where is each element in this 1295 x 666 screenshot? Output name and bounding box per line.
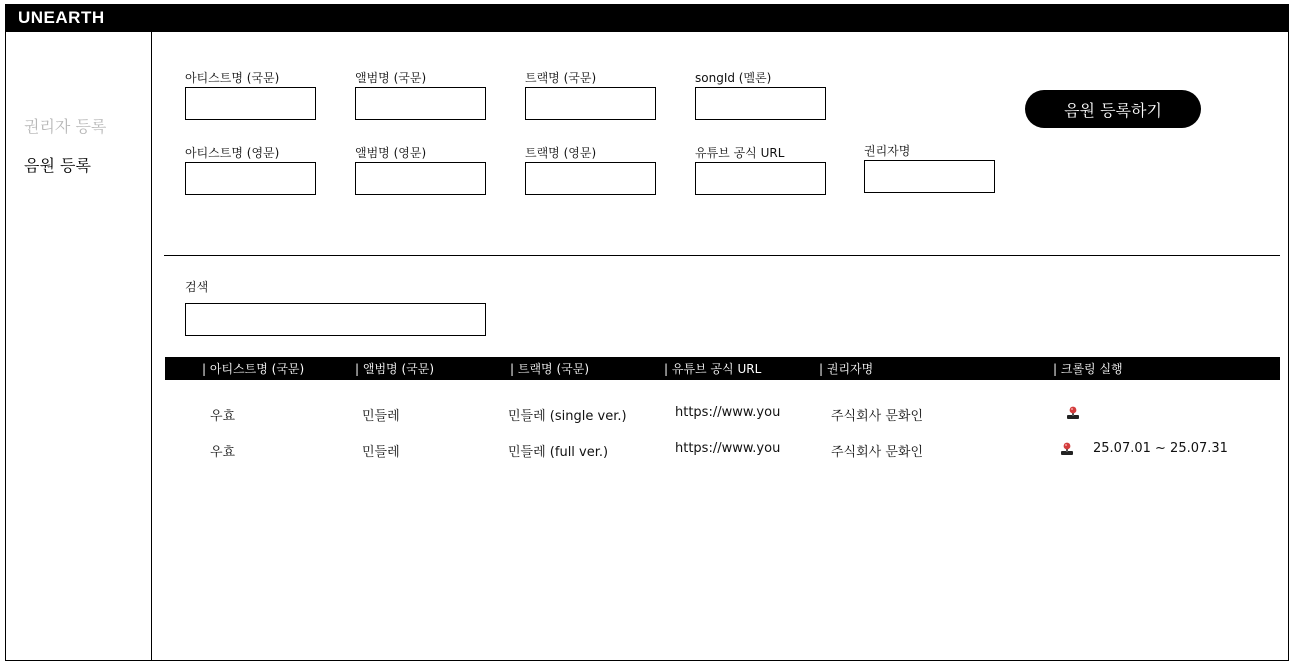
cell-youtube[interactable]: https://www.you bbox=[675, 441, 781, 456]
top-bar bbox=[6, 5, 1288, 32]
cell-track: 민들레 (full ver.) bbox=[508, 445, 609, 460]
track-en-input[interactable] bbox=[525, 162, 656, 195]
sidebar-item-rights-holder[interactable]: 권리자 등록 bbox=[24, 117, 107, 136]
songid-melon-input[interactable] bbox=[695, 87, 826, 120]
youtube-url-field bbox=[695, 144, 826, 195]
column-header-track: | 트랙명 (국문) bbox=[510, 362, 589, 376]
cell-artist: 우효 bbox=[210, 445, 236, 460]
field-label: songId (멜론) bbox=[695, 71, 772, 85]
sidebar-item-music-register[interactable]: 음원 등록 bbox=[24, 156, 91, 175]
artist-kr-field bbox=[185, 69, 316, 120]
cell-youtube[interactable]: https://www.you bbox=[675, 405, 781, 420]
joystick-icon[interactable] bbox=[1065, 405, 1081, 421]
search-field bbox=[185, 278, 486, 336]
field-label: 유튜브 공식 URL bbox=[695, 146, 785, 160]
songid-melon-field bbox=[695, 69, 826, 120]
track-kr-field bbox=[525, 69, 656, 120]
album-en-input[interactable] bbox=[355, 162, 486, 195]
column-header-youtube: | 유튜브 공식 URL bbox=[664, 362, 762, 376]
cell-crawl-period: 25.07.01 ~ 25.07.31 bbox=[1093, 441, 1228, 456]
joystick-icon[interactable] bbox=[1059, 441, 1075, 457]
field-label: 아티스트명 (국문) bbox=[185, 71, 280, 85]
artist-kr-input[interactable] bbox=[185, 87, 316, 120]
section-divider bbox=[164, 255, 1280, 256]
youtube-url-input[interactable] bbox=[695, 162, 826, 195]
cell-rights: 주식회사 문화인 bbox=[831, 409, 924, 424]
sidebar bbox=[6, 32, 152, 661]
table-row bbox=[165, 405, 1280, 427]
field-label: 트랙명 (국문) bbox=[525, 71, 597, 85]
search-input[interactable] bbox=[185, 303, 486, 336]
field-label: 아티스트명 (영문) bbox=[185, 146, 280, 160]
table-header bbox=[165, 357, 1280, 380]
field-label: 트랙명 (영문) bbox=[525, 146, 597, 160]
column-header-album: | 앨범명 (국문) bbox=[355, 362, 434, 376]
column-header-rights: | 권리자명 bbox=[819, 362, 874, 376]
album-kr-field bbox=[355, 69, 486, 120]
cell-album: 민들레 bbox=[362, 445, 400, 460]
cell-album: 민들레 bbox=[362, 409, 400, 424]
cell-track: 민들레 (single ver.) bbox=[508, 409, 627, 424]
album-en-field bbox=[355, 144, 486, 195]
field-label: 앨범명 (영문) bbox=[355, 146, 427, 160]
register-music-button[interactable]: 음원 등록하기 bbox=[1025, 90, 1201, 128]
app-window bbox=[5, 4, 1289, 661]
search-label: 검색 bbox=[185, 280, 209, 294]
track-en-field bbox=[525, 144, 656, 195]
field-label: 권리자명 bbox=[864, 144, 911, 158]
track-kr-input[interactable] bbox=[525, 87, 656, 120]
rights-holder-field bbox=[864, 142, 995, 193]
cell-artist: 우효 bbox=[210, 409, 236, 424]
cell-rights: 주식회사 문화인 bbox=[831, 445, 924, 460]
rights-holder-input[interactable] bbox=[864, 160, 995, 193]
column-header-artist: | 아티스트명 (국문) bbox=[202, 362, 305, 376]
table-row bbox=[165, 441, 1280, 463]
artist-en-field bbox=[185, 144, 316, 195]
artist-en-input[interactable] bbox=[185, 162, 316, 195]
album-kr-input[interactable] bbox=[355, 87, 486, 120]
field-label: 앨범명 (국문) bbox=[355, 71, 427, 85]
brand-logo: UNEARTH bbox=[18, 8, 105, 27]
column-header-crawl: | 크롤링 실행 bbox=[1053, 362, 1123, 376]
main-content bbox=[153, 32, 1289, 661]
